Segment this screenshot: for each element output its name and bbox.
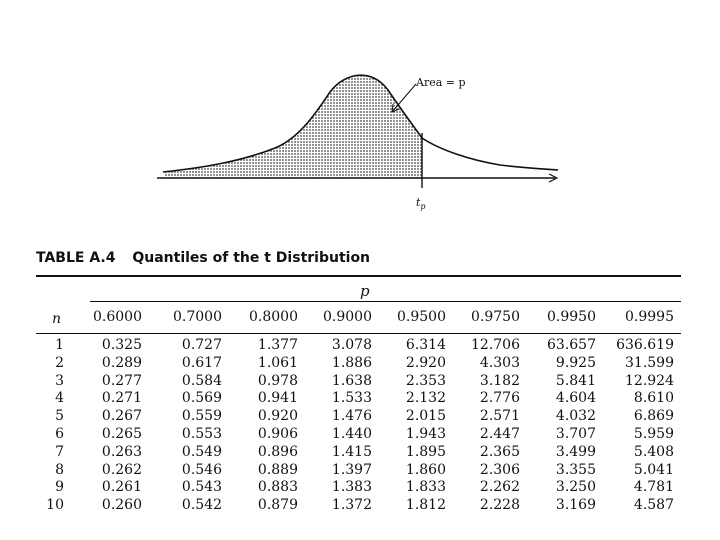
table-cell: 0.941 <box>257 390 298 407</box>
table-cell: 63.657 <box>547 337 596 353</box>
table-cell: 2.571 <box>479 408 520 425</box>
table-cell: 3.182 <box>479 372 520 389</box>
shaded-area <box>165 75 422 178</box>
row-n-cell: 5 <box>55 408 64 425</box>
table-cell: 2.353 <box>405 372 446 389</box>
table-cell: 2.262 <box>479 479 520 496</box>
column-header: 0.6000 <box>93 309 142 325</box>
table-cell: 636.619 <box>616 337 674 353</box>
table-cell: 0.883 <box>257 479 298 496</box>
table-cell: 0.906 <box>257 426 298 442</box>
table-cell: 0.727 <box>181 337 222 353</box>
table-cell: 0.289 <box>101 354 142 371</box>
row-n-cell: 8 <box>55 461 64 478</box>
table-cell: 0.617 <box>181 354 222 371</box>
row-n-cell: 6 <box>55 426 64 442</box>
table-cell: 0.543 <box>181 479 222 496</box>
table-cell: 0.260 <box>101 497 142 514</box>
table-cell: 0.325 <box>101 337 142 353</box>
table-cell: 1.943 <box>405 426 446 442</box>
row-n-cell: 1 <box>55 337 64 353</box>
table-cell: 8.610 <box>633 390 674 407</box>
table-cell: 1.377 <box>257 337 298 353</box>
table-cell: 1.440 <box>331 426 372 442</box>
area-pointer <box>392 84 416 112</box>
table-cell: 0.549 <box>181 443 222 460</box>
table-cell: 0.267 <box>101 408 142 425</box>
row-n-cell: 9 <box>55 479 64 496</box>
table-cell: 1.397 <box>331 461 372 478</box>
table-cell: 0.271 <box>101 390 142 407</box>
table-cell: 6.869 <box>633 408 674 425</box>
table-cell: 6.314 <box>405 337 446 353</box>
header-rule <box>36 333 681 334</box>
table-cell: 1.895 <box>405 443 446 460</box>
table-cell: 3.169 <box>555 497 596 514</box>
row-header: n <box>52 311 62 327</box>
column-header: 0.9000 <box>323 309 372 325</box>
table-cell: 2.306 <box>479 461 520 478</box>
table-cell: 1.372 <box>331 497 372 514</box>
table-cell: 5.408 <box>633 443 674 460</box>
table-cell: 4.604 <box>555 390 596 407</box>
table-cell: 1.061 <box>257 354 298 371</box>
table-cell: 3.499 <box>555 443 596 460</box>
area-label: Area = p <box>416 76 466 89</box>
table-cell: 0.542 <box>181 497 222 514</box>
table-cell: 5.041 <box>633 461 674 478</box>
table-cell: 3.078 <box>331 337 372 353</box>
table-cell: 5.959 <box>633 426 674 442</box>
table-cell: 0.978 <box>257 372 298 389</box>
column-group-label: p <box>360 282 370 300</box>
table-cell: 1.476 <box>331 408 372 425</box>
table-caption <box>36 250 370 266</box>
table-title: Quantiles of the t Distribution <box>132 250 371 266</box>
row-n-cell: 3 <box>55 372 64 389</box>
row-n-cell: 2 <box>55 354 64 371</box>
table-cell: 12.706 <box>471 337 520 353</box>
table-cell: 1.860 <box>405 461 446 478</box>
table-cell: 0.263 <box>101 443 142 460</box>
table-cell: 1.415 <box>331 443 372 460</box>
column-header: 0.9500 <box>397 309 446 325</box>
column-header: 0.8000 <box>249 309 298 325</box>
table-cell: 4.032 <box>555 408 596 425</box>
column-header: 0.7000 <box>173 309 222 325</box>
table-cell: 0.546 <box>181 461 222 478</box>
row-n-cell: 10 <box>46 497 64 514</box>
table-cell: 1.833 <box>405 479 446 496</box>
table-cell: 0.569 <box>181 390 222 407</box>
table-cell: 1.638 <box>331 372 372 389</box>
table-cell: 0.262 <box>101 461 142 478</box>
table-cell: 0.277 <box>101 372 142 389</box>
table-cell: 0.879 <box>257 497 298 514</box>
table-cell: 5.841 <box>555 372 596 389</box>
table-cell: 2.365 <box>479 443 520 460</box>
table-cell: 4.781 <box>633 479 674 496</box>
table-cell: 0.559 <box>181 408 222 425</box>
table-cell: 0.261 <box>101 479 142 496</box>
table-cell: 2.228 <box>479 497 520 514</box>
table-cell: 2.776 <box>479 390 520 407</box>
table-cell: 3.707 <box>555 426 596 442</box>
table-cell: 12.924 <box>625 372 674 389</box>
table-cell: 0.265 <box>101 426 142 442</box>
table-cell: 1.533 <box>331 390 372 407</box>
row-n-cell: 4 <box>55 390 64 407</box>
table-cell: 4.303 <box>479 354 520 371</box>
column-header: 0.9950 <box>547 309 596 325</box>
table-cell: 1.383 <box>331 479 372 496</box>
table-cell: 4.587 <box>633 497 674 514</box>
table-cell: 1.812 <box>405 497 446 514</box>
table-cell: 0.584 <box>181 372 222 389</box>
table-cell: 2.920 <box>405 354 446 371</box>
table-cell: 3.250 <box>555 479 596 496</box>
table-cell: 2.015 <box>405 408 446 425</box>
table-cell: 0.896 <box>257 443 298 460</box>
table-cell: 31.599 <box>625 354 674 371</box>
table-cell: 0.553 <box>181 426 222 442</box>
table-cell: 9.925 <box>555 354 596 371</box>
table-cell: 0.889 <box>257 461 298 478</box>
top-rule <box>36 275 681 277</box>
table-cell: 2.447 <box>479 426 520 442</box>
row-n-cell: 7 <box>55 443 64 460</box>
table-number: TABLE A.4 <box>36 250 116 266</box>
group-rule <box>90 301 681 302</box>
table-cell: 0.920 <box>257 408 298 425</box>
quantile-label: $t_p$ <box>416 196 426 212</box>
column-header: 0.9995 <box>625 309 674 325</box>
table-cell: 3.355 <box>555 461 596 478</box>
t-density-figure <box>0 0 720 240</box>
column-header: 0.9750 <box>471 309 520 325</box>
table-cell: 1.886 <box>331 354 372 371</box>
table-cell: 2.132 <box>405 390 446 407</box>
